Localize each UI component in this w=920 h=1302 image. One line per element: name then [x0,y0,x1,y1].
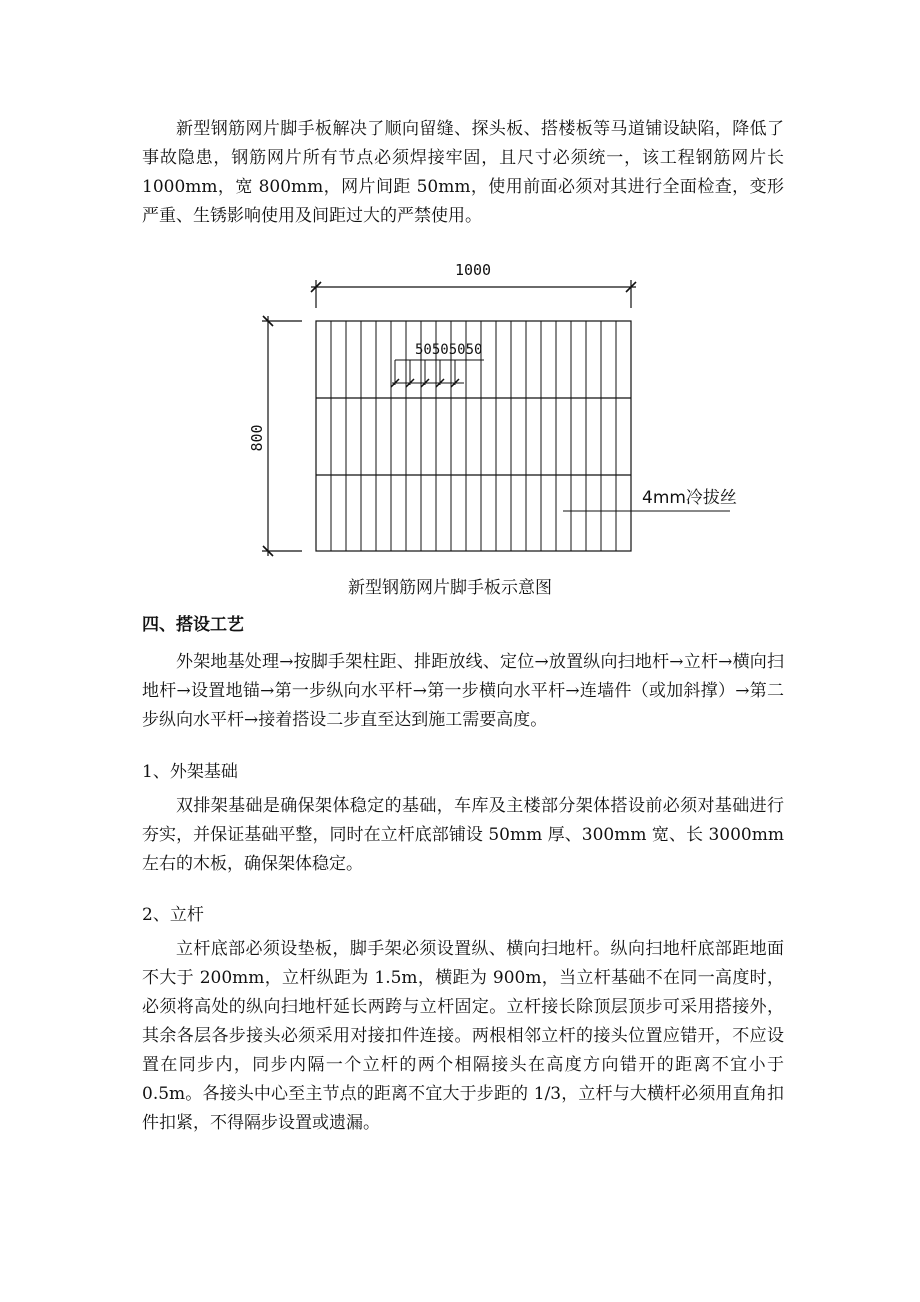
section-heading: 四、搭设工艺 [142,615,244,635]
width-dimension-label: 1000 [454,261,492,279]
subsection-title: 1、外架基础 [142,762,238,782]
wire-type-label: 4mm冷拔丝 [642,488,737,508]
process-paragraph: 外架地基处理→按脚手架柱距、排距放线、定位→放置纵向扫地杆→立杆→横向扫地杆→设置地锚→第一步纵向水平杆→第一步横向水平杆→连墙件（或加斜撑）→第二步纵向水平杆→接着搭设二步直至达到施工需要高度。 [142,652,784,730]
spacing-dimension [391,360,484,387]
mesh-diagram [0,0,920,600]
subsection-title: 2、立杆 [142,905,204,925]
spacing-dimension-label: 50505050 [415,342,483,358]
upright-pole-paragraph: 立杆底部必须设垫板，脚手架必须设置纵、横向扫地杆。纵向扫地杆底部距地面不大于 200mm，立杆纵距为 1.5m，横距为 900m，当立杆基础不在同一高度时，必须将高处的纵向扫地杆延长两跨与立杆固定。立杆接长除顶层顶步可采用搭接外，其余各层各步接头必须采用对接扣件连接。两根相邻立杆的接头位置应错开，不应设置在同步内，同步内隔一个立杆的两个相隔接头在高度方向错开的距离不宜小于 0.5m。各接头中心至主节点的距离不宜大于步距的 1/3，立杆与大横杆必须用直角扣件扣紧，不得隔步设置或遗漏。 [142,939,784,1133]
height-dimension-label: 800 [248,424,266,452]
foundation-paragraph: 双排架基础是确保架体稳定的基础，车库及主楼部分架体搭设前必须对基础进行夯实，并保证基础平整，同时在立杆底部铺设 50mm 厚、300mm 宽、长 3000mm 左右的木板，确保架体稳定。 [142,796,784,874]
intro-paragraph: 新型钢筋网片脚手板解决了顺向留缝、探头板、搭楼板等马道铺设缺陷，降低了事故隐患，钢筋网片所有节点必须焊接牢固，且尺寸必须统一，该工程钢筋网片长 1000mm，宽 800mm，网片间距 50mm，使用前面必须对其进行全面检查，变形严重、生锈影响使用及间距过大的严禁使用。 [142,119,784,226]
diagram-caption: 新型钢筋网片脚手板示意图 [348,578,552,598]
